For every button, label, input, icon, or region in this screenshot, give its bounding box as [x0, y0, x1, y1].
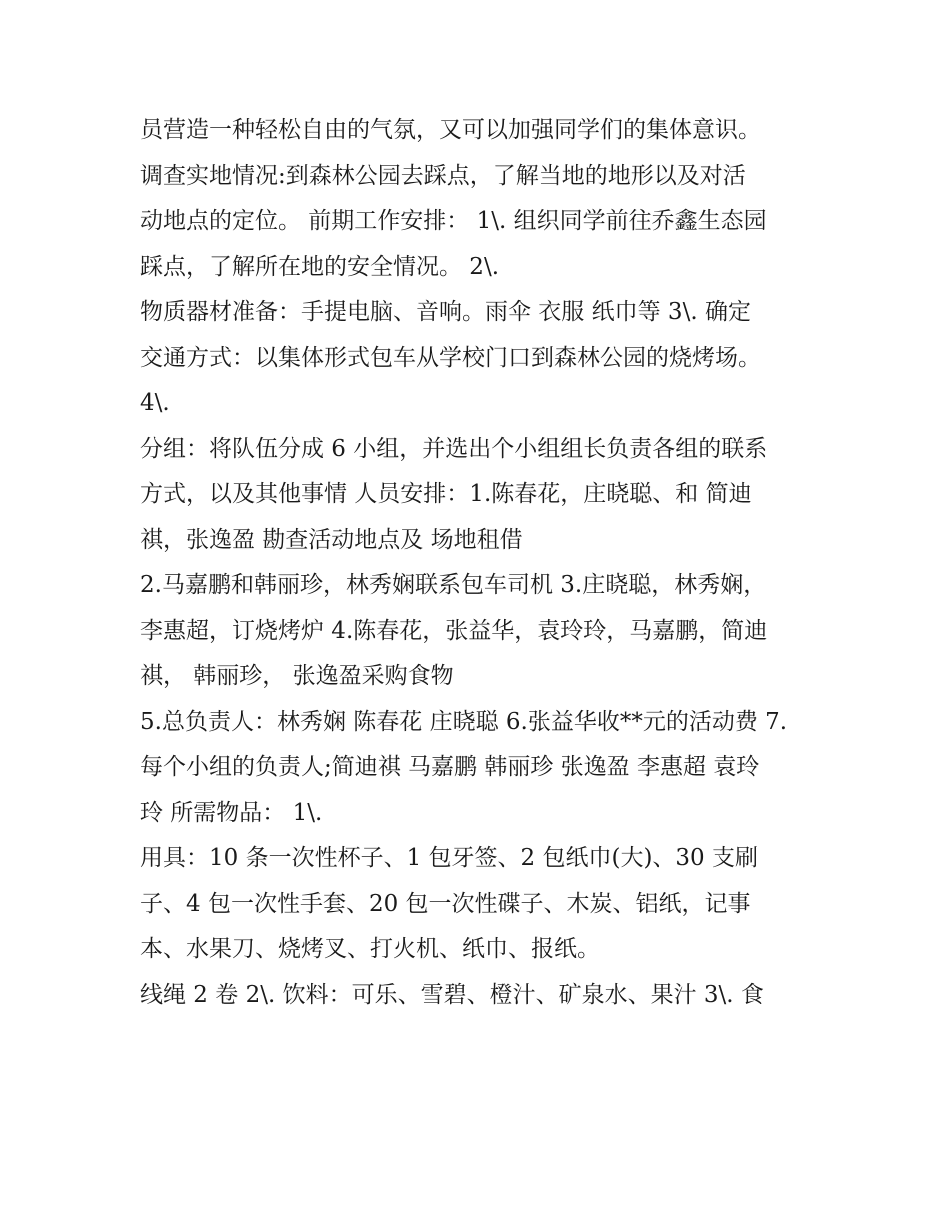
text-line: 子、4 包一次性手套、20 包一次性碟子、木炭、铝纸，记事: [140, 890, 751, 917]
text-line: 2.马嘉鹏和韩丽珍，林秀娴联系包车司机 3.庄晓聪，林秀娴，: [140, 572, 767, 598]
text-line: 踩点，了解所在地的安全情况。 2\.: [140, 253, 500, 280]
text-line: 4\.: [140, 390, 170, 416]
text-line: 分组：将队伍分成 6 小组，并选出个小组组长负责各组的联系: [140, 435, 768, 462]
text-line: 祺， 韩丽珍， 张逸盈采购食物: [140, 663, 454, 689]
text-line: 玲 所需物品： 1\.: [140, 799, 323, 826]
text-line: 李惠超，订烧烤炉 4.陈春花，张益华，袁玲玲，马嘉鹏，简迪: [140, 617, 768, 644]
text-line: 调查实地情况:到森林公园去踩点，了解当地的地形以及对活: [140, 162, 746, 189]
text-line: 线绳 2 卷 2\. 饮料：可乐、雪碧、橙汁、矿泉水、果汁 3\. 食: [140, 981, 764, 1008]
text-line: 员营造一种轻松自由的气氛，又可以加强同学们的集体意识。: [140, 117, 761, 143]
text-line: 动地点的定位。 前期工作安排： 1\. 组织同学前往乔鑫生态园: [140, 208, 767, 234]
document-body: [140, 108, 820, 1018]
text-line: 5.总负责人：林秀娴 陈春花 庄晓聪 6.张益华收**元的活动费 7.: [140, 708, 788, 735]
text-line: 方式，以及其他事情 人员安排：1.陈春花，庄晓聪、和 简迪: [140, 481, 752, 507]
text-line: 物质器材准备：手提电脑、音响。雨伞 衣服 纸巾等 3\. 确定: [140, 299, 751, 325]
text-line: 交通方式：以集体形式包车从学校门口到森林公园的烧烤场。: [140, 344, 761, 371]
text-line: 每个小组的负责人;简迪祺 马嘉鹏 韩丽珍 张逸盈 李惠超 袁玲: [140, 754, 760, 780]
text-line: 本、水果刀、烧烤叉、打火机、纸巾、报纸。: [140, 936, 600, 962]
text-line: 用具：10 条一次性杯子、1 包牙签、2 包纸巾(大)、30 支刷: [140, 845, 758, 871]
text-line: 祺，张逸盈 勘查活动地点及 场地租借: [140, 526, 523, 553]
